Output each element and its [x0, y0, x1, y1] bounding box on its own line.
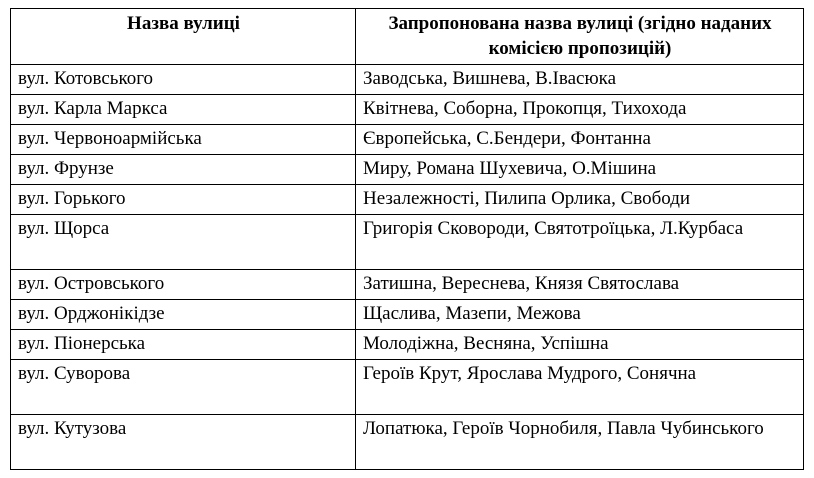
proposed-street-names: Миру, Романа Шухевича, О.Мішина: [356, 155, 804, 185]
table-row: [11, 215, 804, 270]
proposed-street-names: Григорія Сковороди, Святотроїцька, Л.Курбаса: [356, 215, 804, 270]
header-proposed-name: Запропонована назва вулиці (згідно наданих комісією пропозицій): [356, 9, 804, 65]
proposed-street-names: Квітнева, Соборна, Прокопця, Тихохода: [356, 95, 804, 125]
current-street-name: вул. Котовського: [11, 65, 356, 95]
proposed-street-names: Молодіжна, Весняна, Успішна: [356, 330, 804, 360]
proposed-street-names: Європейська, С.Бендери, Фонтанна: [356, 125, 804, 155]
table-row: [11, 360, 804, 415]
table-row: [11, 65, 804, 95]
current-street-name: вул. Карла Маркса: [11, 95, 356, 125]
proposed-street-names: Незалежності, Пилипа Орлика, Свободи: [356, 185, 804, 215]
current-street-name: вул. Островського: [11, 270, 356, 300]
table-row: [11, 125, 804, 155]
header-row: [11, 9, 804, 65]
proposed-street-names: Героїв Крут, Ярослава Мудрого, Сонячна: [356, 360, 804, 415]
proposed-street-names: Затишна, Вереснева, Князя Святослава: [356, 270, 804, 300]
current-street-name: вул. Кутузова: [11, 415, 356, 470]
table-row: [11, 185, 804, 215]
current-street-name: вул. Суворова: [11, 360, 356, 415]
current-street-name: вул. Горького: [11, 185, 356, 215]
current-street-name: вул. Орджонікідзе: [11, 300, 356, 330]
proposed-street-names: Лопатюка, Героїв Чорнобиля, Павла Чубинського: [356, 415, 804, 470]
street-rename-table: [10, 8, 804, 470]
table-row: [11, 155, 804, 185]
current-street-name: вул. Червоноармійська: [11, 125, 356, 155]
proposed-street-names: Щаслива, Мазепи, Межова: [356, 300, 804, 330]
proposed-street-names: Заводська, Вишнева, В.Івасюка: [356, 65, 804, 95]
header-current-name: Назва вулиці: [11, 9, 356, 65]
table-row: [11, 330, 804, 360]
current-street-name: вул. Фрунзе: [11, 155, 356, 185]
table-row: [11, 300, 804, 330]
table-row: [11, 95, 804, 125]
table-row: [11, 415, 804, 470]
table-row: [11, 270, 804, 300]
current-street-name: вул. Щорса: [11, 215, 356, 270]
current-street-name: вул. Піонерська: [11, 330, 356, 360]
